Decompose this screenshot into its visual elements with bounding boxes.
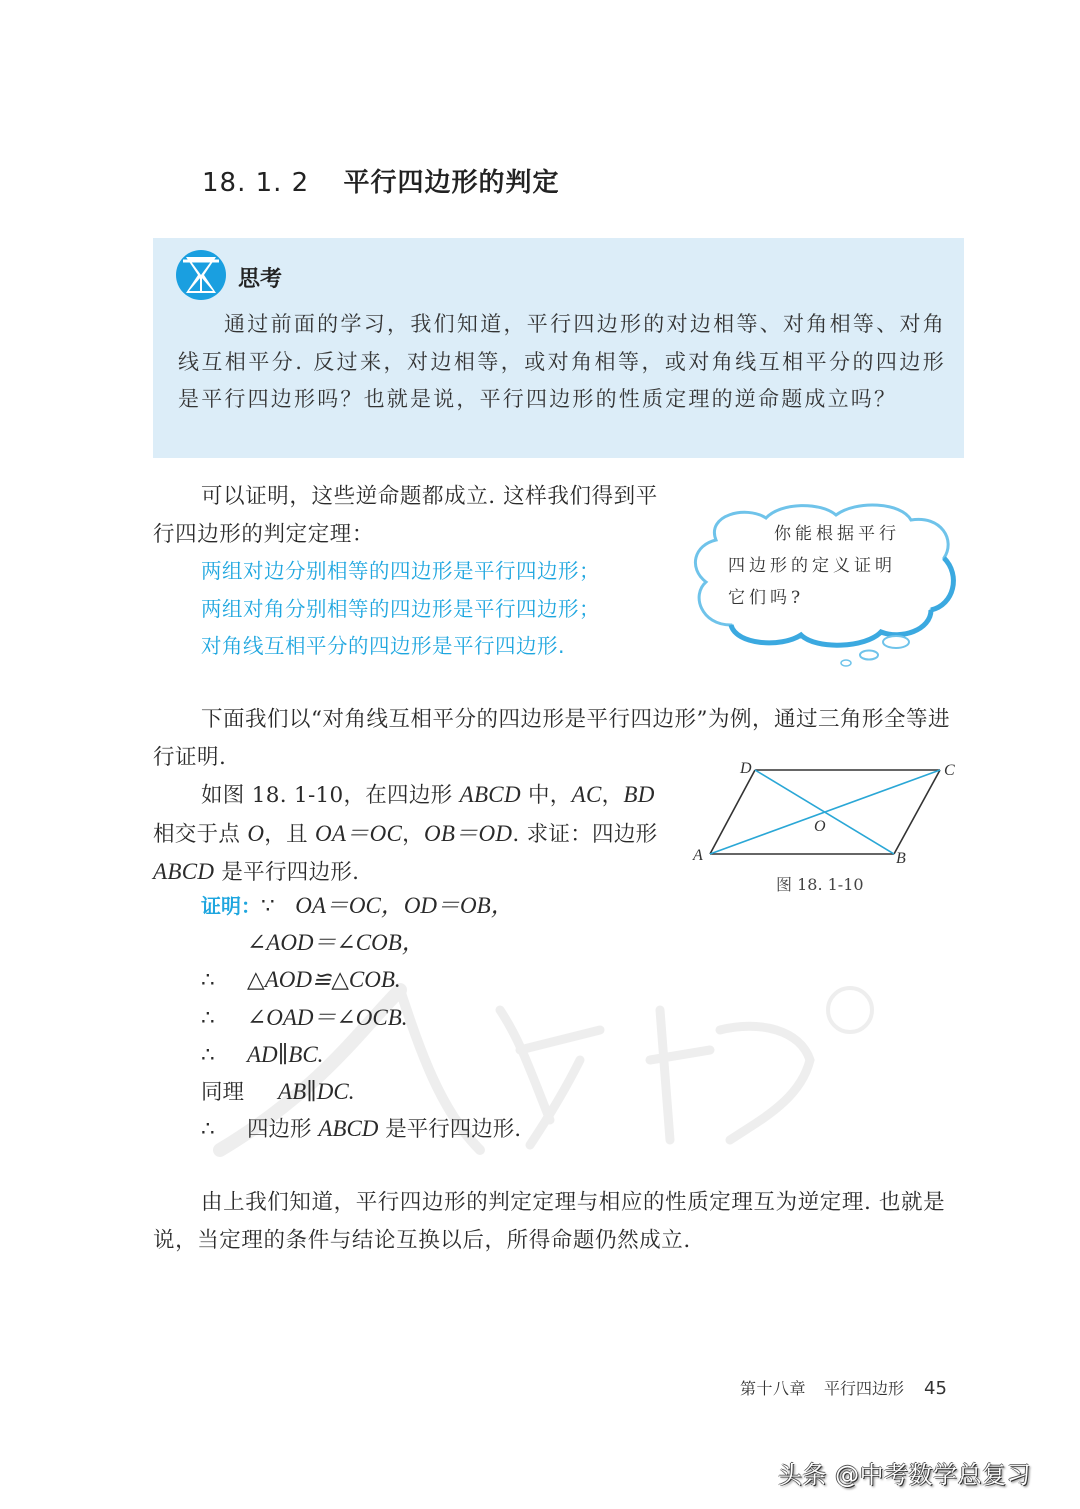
example-intro: 下面我们以“对角线互相平分的四边形是平行四边形”为例，通过三角形全等进行证明. (153, 707, 950, 770)
math: BD (623, 782, 655, 807)
vertex-label-d: D (740, 760, 752, 777)
math: ∠AOD＝∠COB， (247, 930, 425, 956)
proof-line (201, 1110, 521, 1147)
theorem-list (201, 553, 600, 666)
math: AC (571, 782, 602, 807)
proof-line (201, 1073, 521, 1110)
vertex-label-b: B (896, 850, 906, 867)
text: 相交于点 (153, 821, 248, 847)
vertex-label-c: C (944, 762, 955, 779)
proof-block (201, 887, 521, 1147)
text: 四边形 (247, 1117, 319, 1143)
hourglass-icon (175, 249, 227, 301)
proof-line (201, 999, 521, 1036)
section-number: 18. 1. 2 (202, 168, 310, 198)
text: ，且 (264, 821, 316, 847)
thought-bubble-text (728, 518, 928, 614)
math: △AOD≌△COB. (247, 967, 401, 993)
vertex-label-o: O (814, 818, 826, 835)
because-symbol: ∵ (261, 894, 275, 919)
bubble-line: 四边形的定义证明 (728, 556, 896, 576)
intro-paragraph: 可以证明，这些逆命题都成立. 这样我们得到平行四边形的判定定理： (153, 484, 658, 547)
math: AB∥DC. (278, 1078, 355, 1104)
therefore-symbol: ∴ (201, 1042, 215, 1068)
page-number: 45 (924, 1378, 947, 1399)
proof-line (201, 961, 521, 998)
text: ， (601, 783, 624, 808)
text: 中， (520, 783, 572, 808)
math: ∠OAD＝∠OCB. (247, 1004, 408, 1030)
conclusion-paragraph: 由上我们知道，平行四边形的判定定理与相应的性质定理互为逆定理. 也就是说，当定理的条件与结论互换以后，所得命题仍然成立. (153, 1190, 946, 1253)
therefore-symbol: ∴ (201, 1117, 215, 1143)
section-heading (202, 162, 560, 199)
text: 是平行四边形. (378, 1117, 522, 1143)
text: 如图 18. 1-10，在四边形 (201, 783, 460, 808)
therefore-symbol: ∴ (201, 968, 215, 994)
math: ABCD (459, 782, 521, 807)
math: ABCD (318, 1116, 379, 1142)
proof-line (201, 1036, 521, 1073)
section-title: 平行四边形的判定 (343, 168, 560, 198)
math: OA＝OC，OD＝OB， (295, 893, 514, 918)
proof-line (201, 924, 521, 961)
page-footer (740, 1376, 947, 1399)
source-credit: 头条 @中考数学总复习 (778, 1461, 1032, 1489)
math: OB＝OD (423, 820, 513, 846)
proof-label: 证明： (201, 894, 261, 918)
problem-statement (153, 776, 673, 892)
math: AD∥BC. (247, 1041, 324, 1067)
bubble-line: 你能根据平行 (774, 524, 900, 544)
math: ABCD (153, 859, 215, 884)
math: O (247, 820, 265, 846)
bubble-line: 它们吗? (728, 588, 805, 608)
text: 同理 (201, 1079, 245, 1105)
text: ， (402, 821, 424, 847)
chapter-label: 第十八章 (740, 1379, 807, 1398)
proof-line (201, 887, 521, 924)
chapter-title: 平行四边形 (824, 1379, 905, 1398)
text: 是平行四边形. (214, 860, 360, 885)
theorem-item: 两组对边分别相等的四边形是平行四边形； (201, 559, 600, 583)
think-label: 思考 (238, 267, 283, 292)
think-text: 通过前面的学习，我们知道，平行四边形的对边相等、对角相等、对角线互相平分. 反过来，对边相等，或对角相等，或对角线互相平分的四边形是平行四边形吗？也就是说，平行四边形的性质定理的逆命题成立吗？ (178, 312, 946, 411)
vertex-label-a: A (693, 847, 703, 864)
theorem-item: 两组对角分别相等的四边形是平行四边形； (201, 596, 600, 621)
figure-caption: 图 18. 1-10 (776, 875, 864, 894)
math: OA＝OC (315, 820, 403, 846)
text: . 求证：四边形 (512, 821, 658, 847)
theorem-item: 对角线互相平分的四边形是平行四边形. (201, 634, 566, 658)
therefore-symbol: ∴ (201, 1005, 215, 1031)
